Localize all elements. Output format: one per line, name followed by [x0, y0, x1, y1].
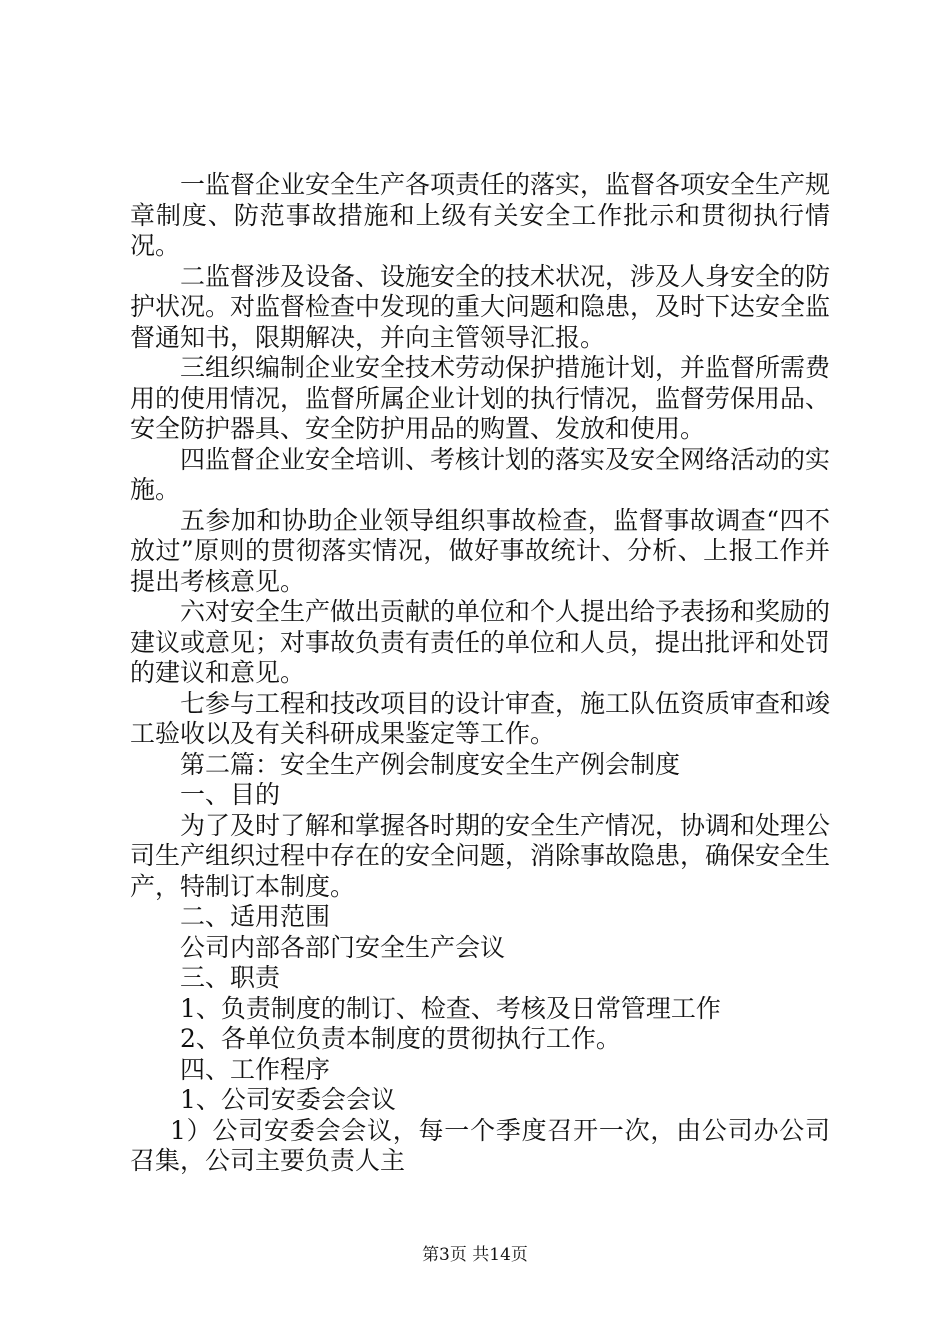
- page-footer: 第3页 共14页: [422, 1245, 528, 1265]
- paragraph: 二监督涉及设备、设施安全的技术状况，涉及人身安全的防护状况。对监督检查中发现的重大问题和隐患，及时下达安全监督通知书，限期解决，并向主管领导汇报。: [130, 261, 831, 352]
- paragraph: 五参加和协助企业领导组织事故检查，监督事故调查“四不放过”原则的贯彻落实情况，做好事故统计、分析、上报工作并提出考核意见。: [130, 505, 830, 596]
- subsection-heading: 四、工作程序: [180, 1054, 331, 1084]
- subsection-heading: 三、职责: [180, 963, 281, 992]
- paragraph: 六对安全生产做出贡献的单位和个人提出给予表扬和奖励的建议或意见；对事故负责有责任的单位和人员，提出批评和处罚的建议和意见。: [130, 597, 831, 687]
- document-body: [130, 170, 830, 1177]
- subsection-heading: 一、目的: [180, 780, 281, 809]
- paragraph: 1）公司安委会会议，每一个季度召开一次，由公司办公司召集，公司主要负责人主: [130, 1115, 830, 1175]
- list-item: 2、各单位负责本制度的贯彻执行工作。: [180, 1024, 621, 1053]
- paragraph: 一监督企业安全生产各项责任的落实，监督各项安全生产规章制度、防范事故措施和上级有关安全工作批示和贯彻执行情况。: [130, 170, 831, 260]
- paragraph: 为了及时了解和掌握各时期的安全生产情况，协调和处理公司生产组织过程中存在的安全问题，消除事故隐患，确保安全生产，特制订本制度。: [130, 810, 831, 901]
- paragraph: 七参与工程和技改项目的设计审查，施工队伍资质审查和竣工验收以及有关科研成果鉴定等工作。: [130, 688, 831, 748]
- list-item: 1、公司安委会会议: [180, 1085, 396, 1114]
- paragraph: 三组织编制企业安全技术劳动保护措施计划，并监督所需费用的使用情况，监督所属企业计划的执行情况，监督劳保用品、安全防护器具、安全防护用品的购置、发放和使用。: [130, 353, 831, 443]
- subsection-heading: 二、适用范围: [180, 902, 331, 931]
- paragraph: 公司内部各部门安全生产会议: [180, 932, 506, 962]
- paragraph: 四监督企业安全培训、考核计划的落实及安全网络活动的实施。: [130, 444, 831, 504]
- list-item: 1、负责制度的制订、检查、考核及日常管理工作: [180, 993, 721, 1023]
- section-heading: 第二篇：安全生产例会制度安全生产例会制度: [180, 749, 681, 779]
